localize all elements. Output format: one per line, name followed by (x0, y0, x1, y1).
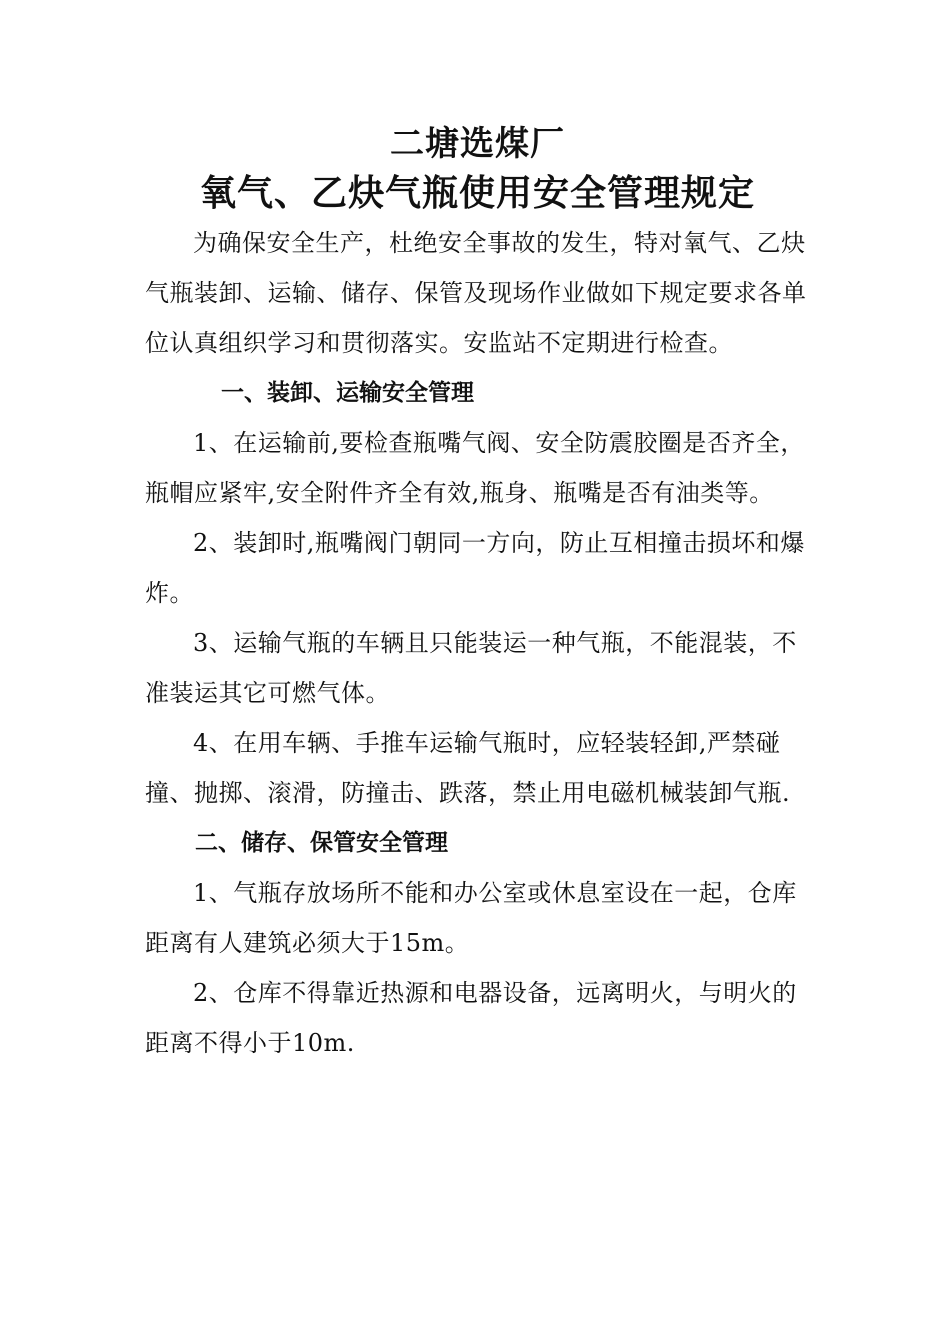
document-page (145, 120, 810, 1068)
section-heading-storage: 二、储存、保管安全管理 (195, 830, 448, 856)
section-1-item-3: 3、运输气瓶的车辆且只能装运一种气瓶，不能混装，不准装运其它可燃气体。 (145, 629, 797, 707)
section-2-item-1: 1、气瓶存放场所不能和办公室或休息室设在一起，仓库距离有人建筑必须大于15m。 (145, 879, 797, 957)
intro-paragraph: 为确保安全生产，杜绝安全事故的发生，特对氧气、乙炔气瓶装卸、运输、储存、保管及现场作业做如下规定要求各单位认真组织学习和贯彻落实。安监站不定期进行检查。 (145, 229, 807, 357)
section-1-item-2: 2、装卸时,瓶嘴阀门朝同一方向，防止互相撞击损坏和爆炸。 (145, 529, 805, 607)
section-1-item-4: 4、在用车辆、手推车运输气瓶时，应轻装轻卸,严禁碰撞、抛掷、滚滑，防撞击、跌落，禁止用电磁机械装卸气瓶. (145, 729, 791, 807)
section-1-item-1: 1、在运输前,要检查瓶嘴气阀、安全防震胶圈是否齐全，瓶帽应紧牢,安全附件齐全有效,瓶身、瓶嘴是否有油类等。 (145, 429, 805, 507)
section-heading-loading-transport: 一、装卸、运输安全管理 (221, 380, 474, 406)
document-title-org: 二塘选煤厂 (390, 124, 565, 164)
document-title: 氧气、乙炔气瓶使用安全管理规定 (199, 172, 755, 214)
section-2-item-2: 2、仓库不得靠近热源和电器设备，远离明火，与明火的距离不得小于10m. (145, 979, 797, 1057)
